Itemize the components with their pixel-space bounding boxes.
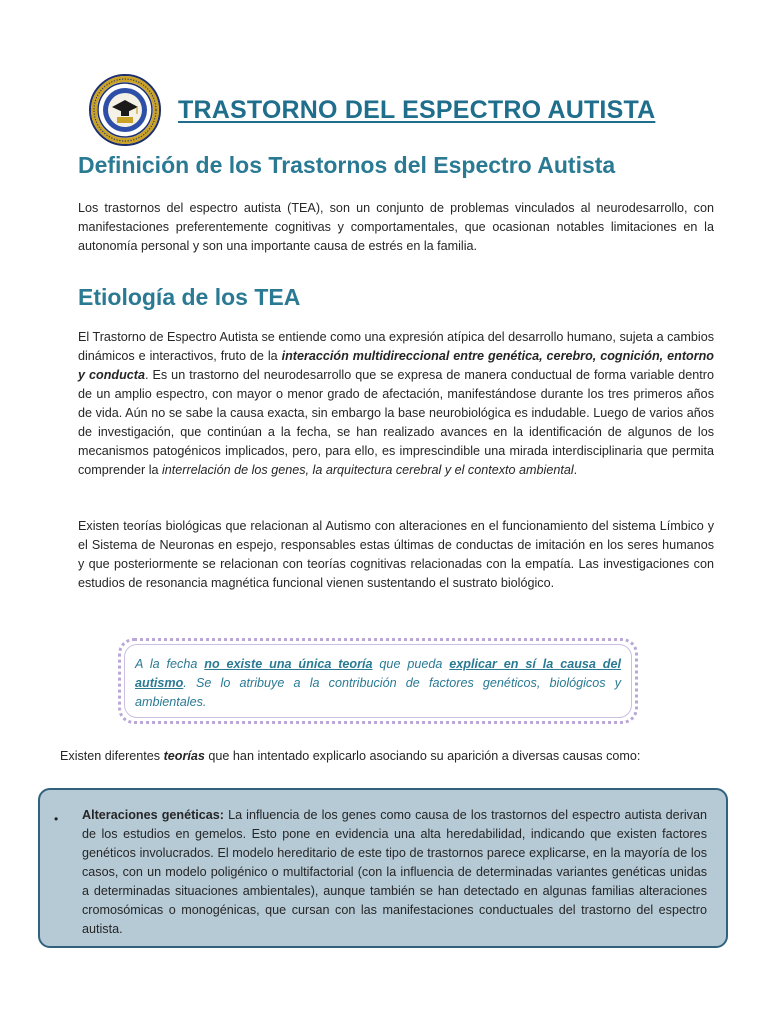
section-heading-etiologia: Etiología de los TEA xyxy=(78,284,301,310)
theories-emphasis: teorías xyxy=(163,749,205,763)
callout-text-e: . Se lo atribuye a la contribución de factores genéticos, biológicos y ambientales. xyxy=(135,676,621,709)
genetic-alterations-text xyxy=(82,806,707,939)
etiology-emphasis-interaction: interacción multidireccional entre genética, cerebro, cognición, entorno y conducta xyxy=(78,349,714,382)
section-heading-definicion: Definición de los Trastornos del Espectro Autista xyxy=(78,152,616,178)
etiology-text-c: . Es un trastorno del neurodesarrollo que se expresa de manera conductual de forma variable dentro de un amplio espectro, con mayor o menor grado de afectación, manifestándose durante los tres primeros años de vida. Aún no se sabe la causa exacta, sin embargo la base neurobiológica es indudable. Luego de varios años de investigación, que continúan a la fecha, se han realizado avances en la identificación de algunos de los mecanismos patogénicos implicados, pero, para ello, es imprescindible una mirada interdisciplinaria que permita comprender la xyxy=(78,368,714,477)
etiology-text-e: . xyxy=(573,463,578,477)
callout-text-c: que pueda xyxy=(372,657,450,671)
callout-text xyxy=(135,655,621,712)
genetic-alterations-term: Alteraciones genéticas: xyxy=(82,808,224,822)
callout-box xyxy=(118,638,638,724)
callout-emphasis-no-theory: no existe una única teoría xyxy=(204,657,373,671)
etiology-emphasis-interrelation: interrelación de los genes, la arquitectura cerebral y el contexto ambiental xyxy=(162,463,574,477)
definition-paragraph: Los trastornos del espectro autista (TEA), son un conjunto de problemas vinculados al neurodesarrollo, con manifestaciones preferentemente cognitivas y comportamentales, que ocasionan notables limitaciones en la autonomía personal y son una importante causa de estrés en la familia. xyxy=(78,201,714,253)
document-title: TRASTORNO DEL ESPECTRO AUTISTA xyxy=(178,96,656,124)
etiology-paragraph xyxy=(78,328,714,480)
genetic-alterations-box xyxy=(38,788,728,948)
genetic-alterations-body: La influencia de los genes como causa de los trastornos del espectro autista derivan de los estudios en gemelos. Esto pone en evidencia una alta heredabilidad, indicando que existen factores genéticos involucrados. El modelo hereditario de este tipo de trastornos parece explicarse, en la mayoría de los casos, con un modelo poligénico o multifactorial (con la influencia de determinadas variantes genéticas unidas a determinadas situaciones ambientales), aunque también se han detectado en algunas familias alteraciones cromosómicas o monogénicas, que cursan con las manifestaciones conductuales del trastorno del espectro autista. xyxy=(82,808,707,936)
school-seal-logo xyxy=(88,74,162,146)
callout-text-a: A la fecha xyxy=(135,657,205,671)
biological-theories-paragraph: Existen teorías biológicas que relacionan al Autismo con alteraciones en el funcionamiento del sistema Límbico y el Sistema de Neuronas en espejo, responsables estas últimas de conductas de imitación en los seres humanos y que posteriormente se relacionan con teorías cognitivas relacionadas con la empatía. Las investigaciones con estudios de resonancia magnética funcional vienen sustentando el sustrato biológico. xyxy=(78,519,714,590)
callout-emphasis-explain-cause: explicar en sí la causa del autismo xyxy=(135,657,622,690)
theories-intro-a: Existen diferentes xyxy=(60,749,164,763)
bullet-icon: • xyxy=(54,812,59,826)
theories-intro xyxy=(60,747,640,766)
theories-intro-c: que han intentado explicarlo asociando su aparición a diversas causas como: xyxy=(204,749,641,763)
etiology-text-a: El Trastorno de Espectro Autista se entiende como una expresión atípica del desarrollo humano, sujeta a cambios dinámicos e interactivos, fruto de la xyxy=(78,330,714,363)
